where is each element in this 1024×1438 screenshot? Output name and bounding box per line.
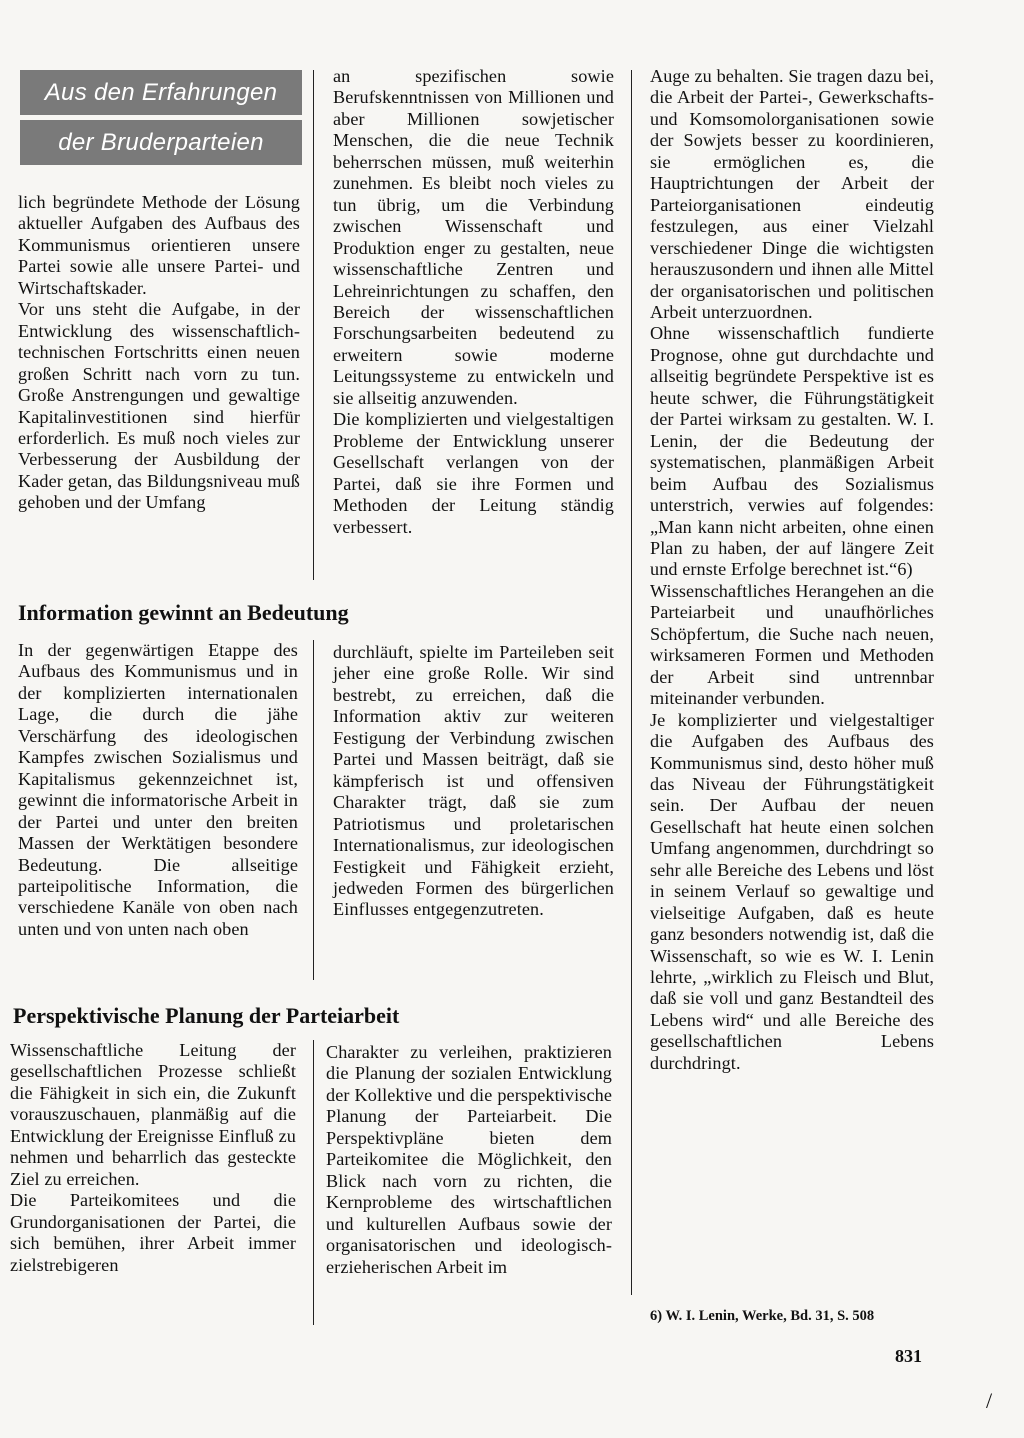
section-banner-line1: Aus den Erfahrungen [20,70,302,115]
paragraph: In der gegenwärtigen Etappe des Aufbaus des Kommunismus und in der komplizierten internationalen Lage, die durch die jähe Verschärfung des ideologischen Kampfes zwischen Sozialismus und Kapitalismus gekennzeichnet ist, gewinnt die informatorische Arbeit in der Partei und unter den breiten Massen der Werktätigen besondere Bedeutung. Die allseitige parteipolitische Information, die verschiedene Kanäle von oben nach unten und von unten nach oben [18,640,298,939]
section1-column-left [18,192,300,514]
paragraph: Die Parteikomitees und die Grundorganisationen der Partei, die sich bemühen, ihrer Arbeit immer zielstrebigeren [10,1190,296,1275]
paragraph: Ohne wissenschaftlich fundierte Prognose, ohne gut durchdachte und allseitig begründete Perspektive ist es heute schwer, die Führungstätigkeit der Partei wirksam zu gestalten. W. I. Lenin, der die Bedeutung der systematischen, planmäßigen Arbeit beim Aufbau des Sozialismus unterstrich, verwies auf folgendes: „Man kann nicht arbeiten, ohne einen Plan zu haben, der auf längere Zeit und ernste Erfolge berechnet ist.“6) [650,323,934,580]
paragraph: Auge zu behalten. Sie tragen dazu bei, die Arbeit der Partei-, Gewerkschafts- und Komsomolorganisationen sowie der Sowjets besser zu koordinieren, sie ermöglichen es, die Hauptrichtungen der Arbeit der Parteiorganisationen eindeutig festzulegen, aus einer Vielzahl verschiedener Dinge die wichtigsten herauszusondern und ihnen alle Mittel der organisatorischen und politischen Arbeit unterzuordnen. [650,66,934,322]
paragraph: Charakter zu verleihen, praktizieren die Planung der sozialen Entwicklung der Kollektive und die perspektivische Planung der Parteiarbeit. Die Perspektivpläne bieten dem Parteikomitee die Möglichkeit, den Blick nach vorn zu richten, die Kernprobleme des wirtschaftlichen und kulturellen Aufbaus sowie der organisatorischen und ideologisch-erzieherischen Arbeit im [326,1042,612,1277]
section-heading-planning: Perspektivische Planung der Parteiarbeit [13,1003,400,1028]
section2-column-middle [333,642,614,921]
section3-column-left [10,1040,296,1276]
column-divider [313,640,314,980]
section1-column-middle [333,66,614,538]
paragraph: Wissenschaftliches Herangehen an die Parteiarbeit und unaufhörliches Schöpfertum, die Suche nach neuen, wirksameren Formen und Methoden der Arbeit sind untrennbar miteinander verbunden. [650,580,934,709]
right-column [650,66,934,1074]
paragraph: Vor uns steht die Aufgabe, in der Entwicklung des wissenschaftlich-technischen Fortschritts einen neuen großen Schritt nach vorn zu tun. Große Anstrengungen und gewaltige Kapitalinvestitionen sind hierfür erforderlich. Es muß noch vieles zur Verbesserung der Ausbildung der Kader getan, das Bildungsniveau muß gehoben und der Umfang [18,299,300,513]
page-number: 831 [895,1346,922,1366]
section-heading-information: Information gewinnt an Bedeutung [18,600,349,625]
paragraph: Wissenschaftliche Leitung der gesellschaftlichen Prozesse schließt die Fähigkeit in sich ein, die Zukunft vorauszuschauen, planmäßig auf die Entwicklung der Ereignisse Einfluß zu nehmen und beharrlich das gesteckte Ziel zu erreichen. [10,1040,296,1189]
paragraph: lich begründete Methode der Lösung aktueller Aufgaben des Aufbaus des Kommunismus orientieren unsere Partei sowie alle unsere Partei- und Wirtschaftskader. [18,192,300,298]
section2-column-left [18,640,298,940]
column-divider [313,70,314,580]
column-divider [631,70,632,1295]
paragraph: Die komplizierten und vielgestaltigen Probleme der Entwicklung unserer Gesellschaft verlangen von der Partei, daß sie ihre Formen und Methoden der Leitung ständig verbessert. [333,409,614,537]
section-banner-line2: der Bruderparteien [20,120,302,165]
footnote: 6) W. I. Lenin, Werke, Bd. 31, S. 508 [650,1308,875,1324]
margin-mark: / [986,1388,993,1413]
column-divider [313,1040,314,1325]
paragraph: an spezifischen sowie Berufskenntnissen von Millionen und aber Millionen sowjetischer Menschen, die die neue Technik beherrschen müssen, muß weiterhin zunehmen. Es bleibt noch vieles zu tun übrig, um die Verbindung zwischen Wissenschaft und Produktion enger zu gestalten, neue wissenschaftliche Zentren und Lehreinrichtungen zu schaffen, den Bereich der wissenschaftlichen Forschungsarbeiten bedeutend zu erweitern sowie moderne Leitungssysteme zu entwickeln und sie allseitig anzuwenden. [333,66,614,408]
paragraph: durchläuft, spielte im Parteileben seit jeher eine große Rolle. Wir sind bestrebt, zu erreichen, daß die Information aktiv zur weiteren Festigung der Verbindung zwischen Partei und Massen beiträgt, daß sie kämpferisch ist und offensiven Charakter trägt, daß sie zum Patriotismus und proletarischen Internationalismus, zur ideologischen Festigkeit und Fähigkeit erzieht, jedweden Formen des bürgerlichen Einflusses entgegenzutreten. [333,642,614,920]
paragraph: Je komplizierter und vielgestaltiger die Aufgaben des Aufbaus des Kommunismus sind, desto höher muß das Niveau der Führungstätigkeit sein. Der Aufbau der neuen Gesellschaft hat heute einen solchen Umfang angenommen, durchdringt so sehr alle Bereiche des Lebens und löst in seinem Verlauf so gewaltige und vielseitige Aufgaben, daß es heute ganz besonders notwendig ist, daß die Wissenschaft, so wie es W. I. Lenin lehrte, „wirklich zu Fleisch und Blut, daß sie voll und ganz Bestandteil des Lebens wird“ und alle Bereiche des gesellschaftlichen Lebens durchdringt. [650,709,934,1073]
section3-column-middle [326,1042,612,1278]
